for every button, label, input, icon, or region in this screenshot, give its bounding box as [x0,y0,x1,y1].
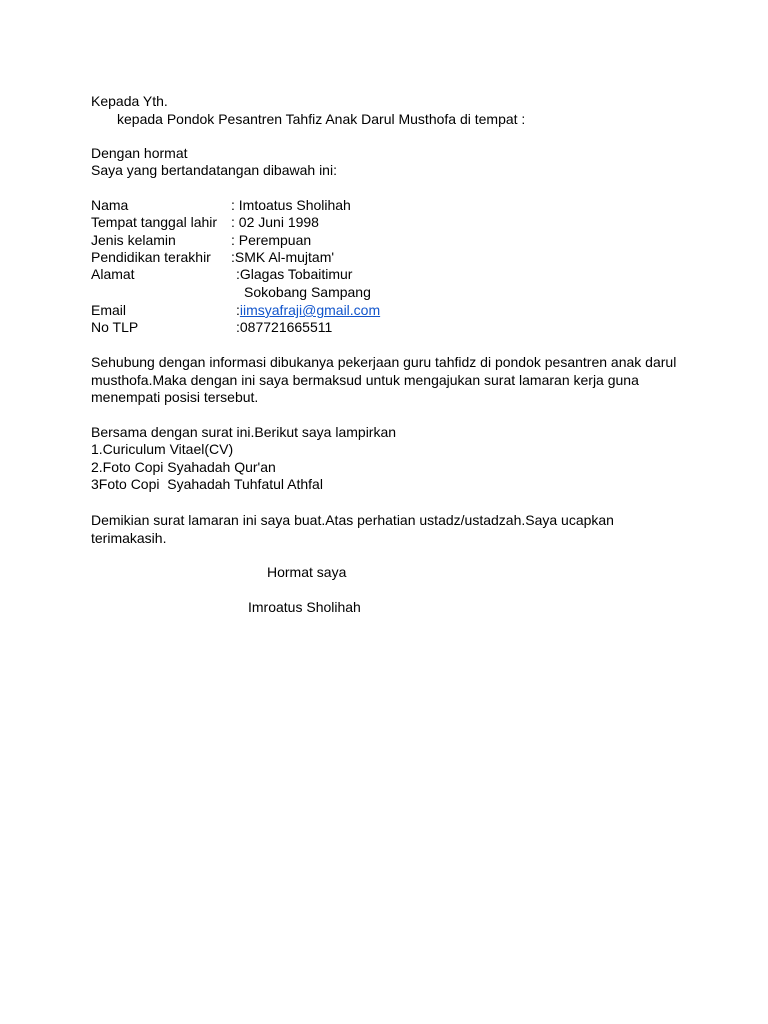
field-label-ttl: Tempat tanggal lahir [91,214,218,230]
field-value-pendidikan: :SMK Al-mujtam' [231,249,335,265]
closing-paragraph: Demikian surat lamaran ini saya buat.Atas perhatian ustadz/ustadzah.Saya ucapkan terimakasih. [91,512,614,546]
attachment-item: 3Foto Copi Syahadah Tuhfatul Athfal [91,476,323,492]
field-value-alamat-line1: :Glagas Tobaitimur [236,266,353,282]
field-value-jenis-kelamin: : Perempuan [231,232,312,248]
attachments-intro: Bersama dengan surat ini.Berikut saya lampirkan [91,424,397,440]
sign-off: Hormat saya [267,564,347,580]
field-value-ttl: : 02 Juni 1998 [231,214,319,230]
recipient-line: kepada Pondok Pesantren Tahfiz Anak Darul Musthofa di tempat : [117,111,526,127]
field-label-tlp: No TLP [91,319,139,335]
field-value-nama: : Imtoatus Sholihah [231,197,351,213]
field-label-email: Email [91,302,127,318]
signature-name: Imroatus Sholihah [248,599,361,615]
attachment-item: 2.Foto Copi Syahadah Qur'an [91,459,276,475]
salutation: Dengan hormat [91,145,188,161]
field-label-nama: Nama [91,197,129,213]
intro-line: Saya yang bertandatangan dibawah ini: [91,162,337,178]
email-link[interactable]: iimsyafraji@gmail.com [239,302,381,318]
attachment-item: 1.Curiculum Vitael(CV) [91,441,234,457]
body-paragraph: Sehubung dengan informasi dibukanya pekerjaan guru tahfidz di pondok pesantren anak darul musthofa.Maka dengan ini saya bermaksud untuk mengajukan surat lamaran kerja guna menempati posisi tersebut. [91,354,677,405]
field-label-pendidikan: Pendidikan terakhir [91,249,211,265]
field-value-email [236,302,380,319]
field-value-alamat-line2: Sokobang Sampang [244,284,371,300]
field-value-tlp: :087721665511 [236,319,333,335]
field-label-jenis-kelamin: Jenis kelamin [91,232,176,248]
field-label-alamat: Alamat [91,266,135,282]
greeting: Kepada Yth. [91,93,168,109]
email-colon: : [236,302,240,318]
